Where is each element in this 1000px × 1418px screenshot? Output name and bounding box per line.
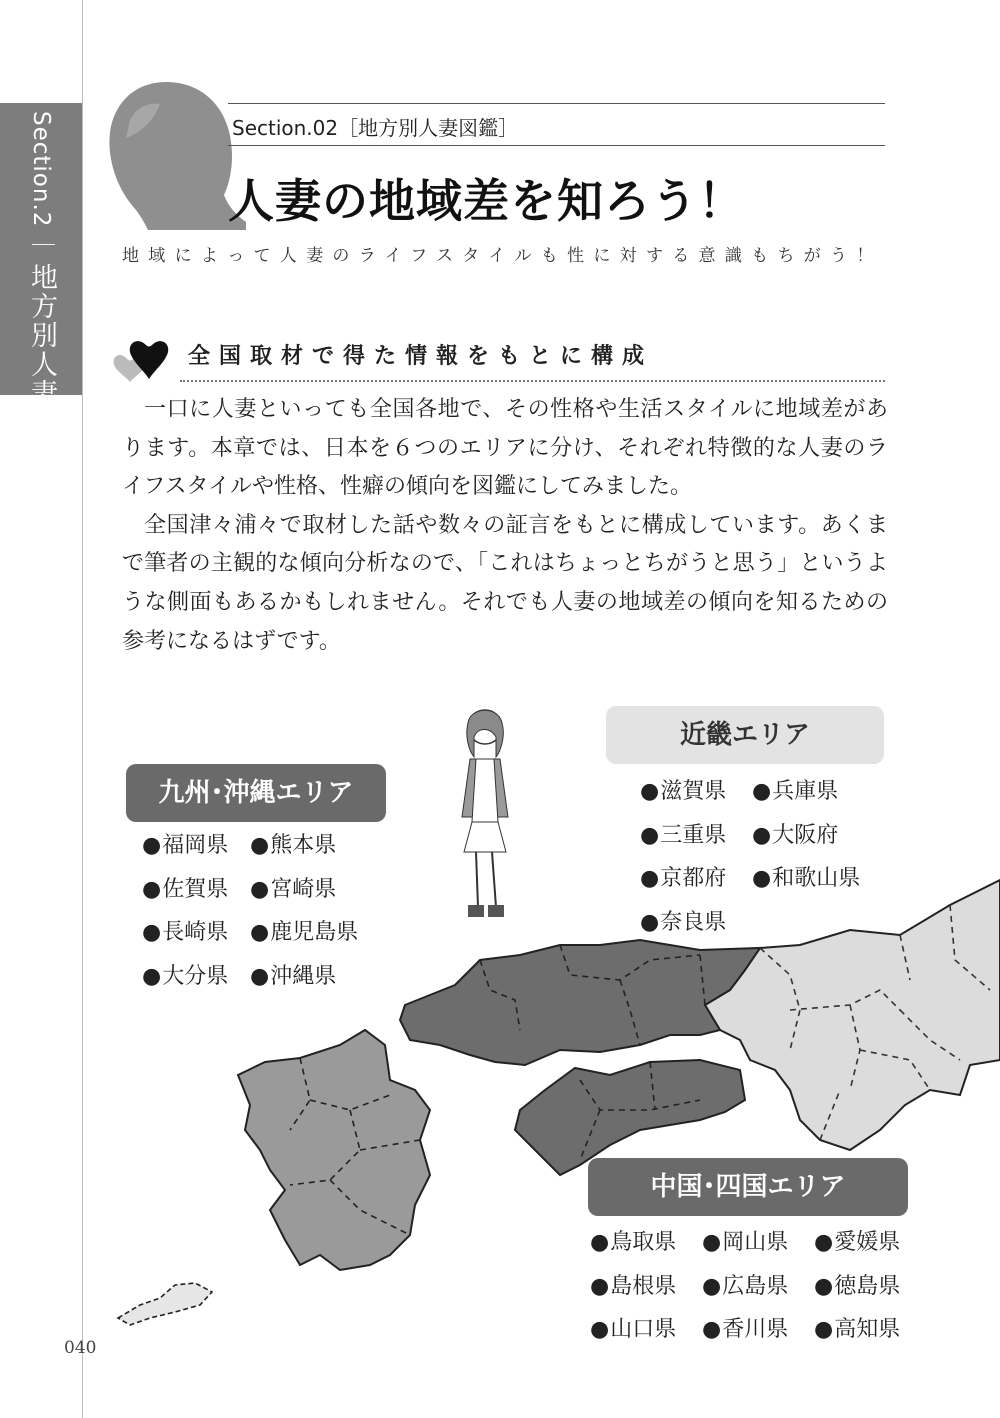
side-tab-separator: ｜ [28, 233, 54, 258]
kinki-area-label: 近畿エリア [606, 706, 884, 764]
page-number: 040 [64, 1338, 97, 1358]
kyushu-prefecture-list [142, 828, 380, 990]
prefecture-item: ● 大阪府 [752, 818, 882, 849]
prefecture-item: ● 鳥取県 [590, 1225, 702, 1256]
prefecture-item: ● 奈良県 [640, 905, 752, 936]
side-tab-section: Section.2 [28, 111, 54, 228]
prefecture-item: ● 広島県 [702, 1269, 814, 1300]
chugoku-shikoku-area-label: 中国･四国エリア [588, 1158, 908, 1216]
prefecture-item: ● 山口県 [590, 1312, 702, 1343]
prefecture-item: ● 香川県 [702, 1312, 814, 1343]
prefecture-item: ● 熊本県 [250, 828, 380, 859]
hearts-icon [112, 337, 174, 383]
page-subtitle: 地域によって人妻のライフスタイルも性に対する意識もちがう！ [122, 246, 883, 266]
chugoku-shikoku-prefecture-list [590, 1225, 924, 1343]
side-tab [0, 103, 82, 467]
girl-illustration [440, 697, 530, 937]
prefecture-item: ● 宮崎県 [250, 872, 380, 903]
prefecture-item: ● 京都府 [640, 861, 752, 892]
kinki-prefecture-list [640, 774, 882, 936]
prefecture-item: ● 三重県 [640, 818, 752, 849]
prefecture-item: ● 徳島県 [814, 1269, 924, 1300]
prefecture-item: ● 滋賀県 [640, 774, 752, 805]
side-tab-text [22, 111, 61, 466]
prefecture-item: ● 福岡県 [142, 828, 250, 859]
prefecture-item: ● 岡山県 [702, 1225, 814, 1256]
chugoku-area-map [400, 940, 760, 1065]
prefecture-item: ● 沖縄県 [250, 959, 380, 990]
header-rule-top [228, 103, 885, 104]
prefecture-item: ● 兵庫県 [752, 774, 882, 805]
prefecture-item: ● 佐賀県 [142, 872, 250, 903]
prefecture-item: ● 和歌山県 [752, 861, 882, 892]
prefecture-item: ● 島根県 [590, 1269, 702, 1300]
paragraph: 全国津々浦々で取材した話や数々の証言をもとに構成しています。あくまで筆者の主観的な傾向分析なので、「これはちょっとちがうと思う」というような側面もあるかもしれません。それでも人妻の地域差の傾向を知るための参考になるはずです。 [122, 512, 888, 654]
prefecture-item: ● 高知県 [814, 1312, 924, 1343]
kyushu-area-map [238, 1030, 430, 1270]
paragraph: 一口に人妻といっても全国各地で、その性格や生活スタイルに地域差があります。本章では、日本を６つのエリアに分け、それぞれ特徴的な人妻のライフスタイルや性格、性癖の傾向を図鑑にしてみました。 [122, 397, 888, 500]
prefecture-item: ● 長崎県 [142, 915, 250, 946]
okinawa-map [118, 1283, 212, 1325]
header-rule-bottom [228, 145, 885, 146]
prefecture-item: ● 愛媛県 [814, 1225, 924, 1256]
section-label: Section.02［地方別人妻図鑑］ [232, 116, 519, 140]
woman-silhouette-icon [96, 80, 246, 230]
section-heading: 全国取材で得た情報をもとに構成 [188, 344, 654, 369]
prefecture-item: ● 鹿児島県 [250, 915, 380, 946]
kyushu-area-label: 九州･沖縄エリア [126, 764, 386, 822]
heading-dotted-rule [180, 380, 885, 382]
body-text [122, 391, 888, 661]
page-title: 人妻の地域差を知ろう！ [228, 174, 745, 228]
prefecture-item: ● 大分県 [142, 959, 250, 990]
side-tab-title: 地方別人妻図鑑 [26, 263, 57, 467]
